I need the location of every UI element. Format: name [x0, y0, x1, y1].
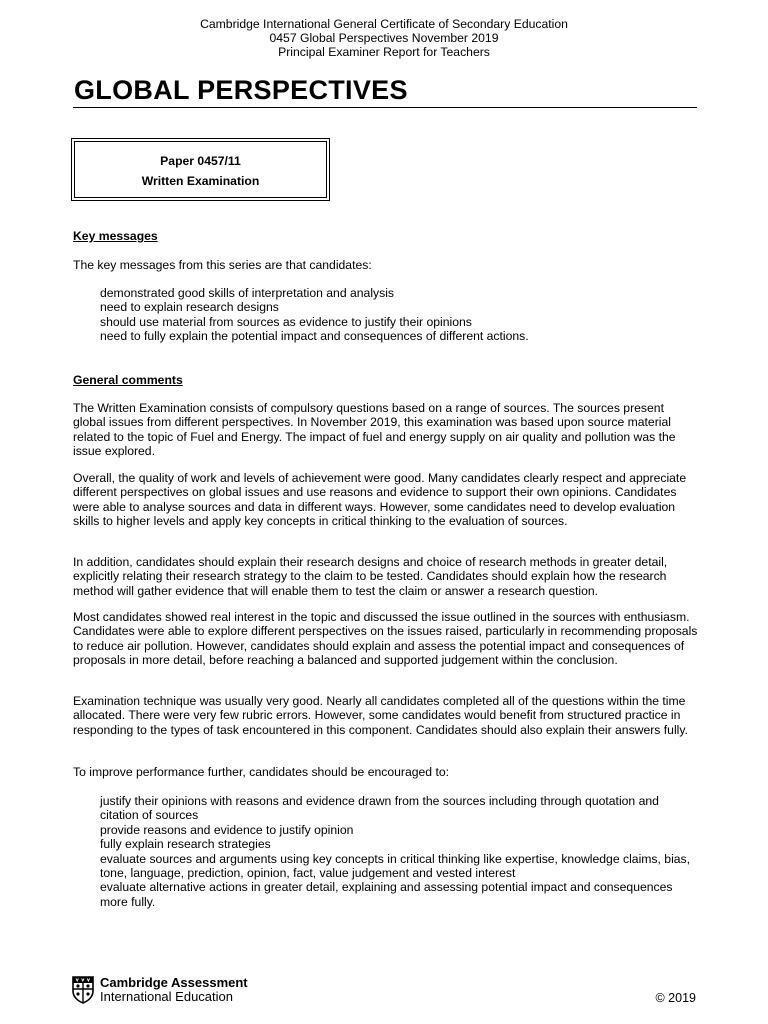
key-messages-intro: The key messages from this series are that candidates:: [73, 258, 372, 272]
logo-text-secondary: International Education: [100, 989, 233, 1004]
general-comments-heading: General comments: [73, 373, 183, 387]
general-comments-paragraph: The Written Examination consists of compulsory questions based on a range of sources. The sources present global issues from different perspectives. In November 2019, this examination was based upon source material related to the topic of Fuel and Energy. The impact of fuel and energy supply on air quality and pollution was the issue explored.: [73, 401, 676, 459]
list-item: should use material from sources as evidence to justify their opinions: [100, 314, 472, 329]
list-item: fully explain research strategies: [100, 837, 271, 852]
header-syllabus: 0457 Global Perspectives November 2019: [269, 31, 499, 45]
header-qualification: Cambridge International General Certificate of Secondary Education: [200, 17, 568, 31]
list-item: justify their opinions with reasons and evidence drawn from the sources including through quotation and citation of sources: [100, 794, 659, 823]
list-item: need to fully explain the potential impact and consequences of different actions.: [100, 329, 529, 344]
general-comments-paragraph: In addition, candidates should explain their research designs and choice of research methods in greater detail, explicitly relating their research strategy to the claim to be tested. Candidates should explain how the research method will gather evidence that will enable them to test the claim or answer a research question.: [73, 555, 668, 598]
page-title: GLOBAL PERSPECTIVES: [74, 75, 408, 105]
general-comments-paragraph: Examination technique was usually very good. Nearly all candidates completed all of the questions within the time allocated. There were very few rubric errors. However, some candidates would benefit from structured practice in responding to the types of task encountered in this component. Candidates should also explain their answers fully.: [73, 694, 688, 737]
improvement-list: [100, 794, 700, 909]
cambridge-logo: [72, 975, 248, 1005]
cambridge-shield-icon: [72, 976, 94, 1004]
general-comments-paragraph: Overall, the quality of work and levels of achievement were good. Many candidates clearly respect and appreciate different perspectives on global issues and use reasons and evidence to support their own opinions. Candidates were able to analyse sources and data in different ways. However, some candidates need to develop evaluation skills to higher levels and apply key concepts in critical thinking to the evaluation of sources.: [73, 471, 687, 529]
paper-number: Paper 0457/11: [160, 154, 241, 168]
header-report-type: Principal Examiner Report for Teachers: [278, 45, 490, 59]
logo-text-primary: Cambridge Assessment: [100, 975, 248, 990]
key-messages-list: [100, 286, 700, 344]
key-messages-heading: Key messages: [73, 229, 158, 243]
paper-info-box-inner: [74, 141, 327, 198]
general-comments-paragraph: To improve performance further, candidates should be encouraged to:: [73, 765, 450, 779]
paper-name: Written Examination: [141, 174, 260, 188]
title-divider: [73, 107, 697, 108]
list-item: need to explain research designs: [100, 300, 279, 315]
paper-info-box: [71, 138, 330, 201]
list-item: evaluate sources and arguments using key concepts in critical thinking like expertise, knowledge claims, bias, tone, language, prediction, opinion, fact, value judgement and vested interest: [100, 851, 691, 881]
copyright-notice: © 2019: [655, 991, 696, 1005]
list-item: provide reasons and evidence to justify opinion: [100, 822, 354, 837]
list-item: demonstrated good skills of interpretation and analysis: [100, 286, 395, 300]
list-item: evaluate alternative actions in greater detail, explaining and assessing potential impact and consequences more fully.: [100, 880, 673, 909]
general-comments-paragraph: Most candidates showed real interest in the topic and discussed the issue outlined in the sources with enthusiasm. Candidates were able to explore different perspectives on the issues raised, particularly in recommending proposals to reduce air pollution. However, candidates should explain and assess the potential impact and consequences of proposals in more detail, before reaching a balanced and supported judgement within the conclusion.: [73, 610, 698, 668]
